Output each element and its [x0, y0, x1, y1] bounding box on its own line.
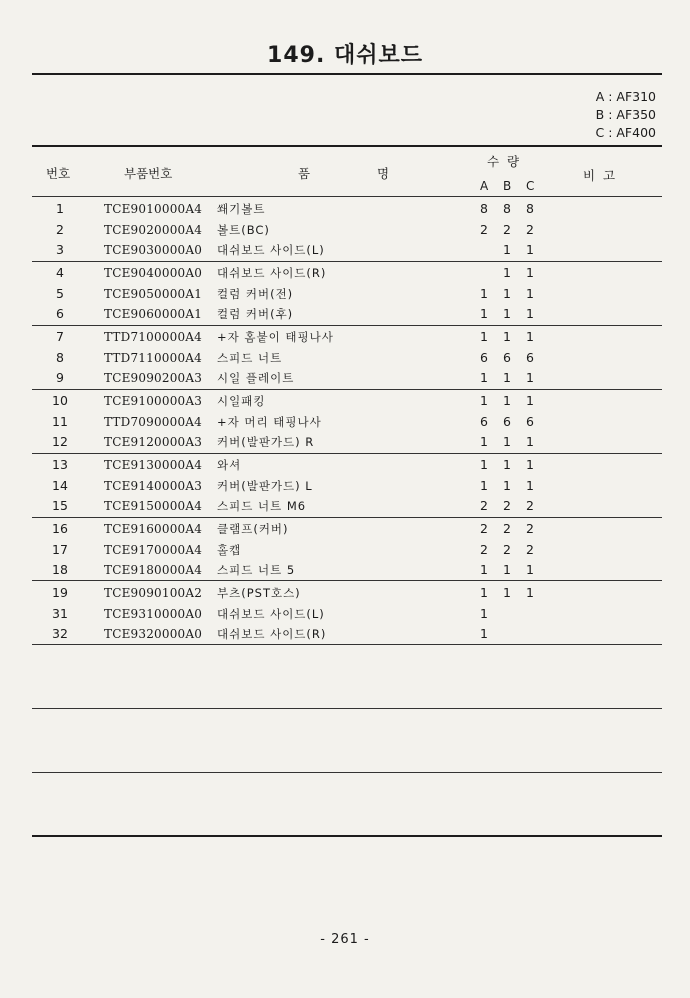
group-divider	[32, 708, 662, 709]
item-number: 15	[52, 498, 68, 513]
model-legend	[596, 88, 657, 142]
qty-c: 1	[526, 306, 534, 321]
table-row	[0, 199, 690, 219]
item-number: 12	[52, 434, 68, 449]
model-legend-a: A : AF310	[595, 89, 656, 104]
part-number: TCE9140000A3	[104, 478, 203, 493]
qty-c: 1	[526, 370, 534, 385]
qty-c: 1	[526, 434, 534, 449]
part-number: TCE9060000A1	[104, 307, 203, 321]
item-number: 16	[52, 521, 68, 536]
part-number: TCE9030000A0	[104, 243, 203, 257]
table-row	[0, 240, 690, 260]
table-row	[0, 455, 690, 475]
part-number: TCE9090200A3	[104, 371, 203, 385]
part-name: 시일패킹	[217, 394, 266, 408]
qty-a: 6	[480, 349, 488, 365]
qty-a: 1	[480, 626, 488, 641]
qty-a: 1	[480, 434, 488, 449]
qty-c: 1	[526, 457, 534, 472]
qty-b: 1	[503, 393, 511, 408]
table-row	[0, 412, 690, 432]
qty-a: 1	[480, 477, 488, 493]
header-qty-c: C	[526, 179, 535, 193]
model-legend-b: B : AF350	[595, 107, 656, 122]
qty-b: 1	[503, 285, 511, 301]
table-row	[0, 304, 690, 324]
part-name: 홀캡	[217, 542, 242, 557]
group-divider	[32, 517, 662, 518]
qty-a: 8	[480, 201, 488, 216]
part-name: 대쉬보드 사이드(L)	[217, 243, 325, 257]
item-number: 6	[56, 306, 64, 321]
part-name: +자 홈붙이 태핑나사	[217, 330, 334, 344]
qty-b: 1	[503, 265, 511, 280]
qty-a: 1	[480, 370, 488, 385]
table-row	[0, 560, 690, 580]
table-row	[0, 263, 690, 283]
qty-a: 1	[480, 329, 488, 344]
header-qty-a: A	[480, 179, 489, 193]
qty-a: 2	[480, 498, 488, 513]
part-number: TCE9100000A3	[104, 394, 203, 408]
qty-b: 2	[503, 541, 511, 557]
group-divider	[32, 453, 662, 454]
qty-c: 1	[526, 585, 534, 600]
part-name: 대쉬보드 사이드(R)	[217, 266, 327, 280]
part-number: TCE9160000A4	[104, 522, 203, 536]
table-row	[0, 327, 690, 347]
qty-a: 1	[480, 605, 488, 621]
qty-c: 2	[526, 541, 534, 557]
qty-a: 1	[480, 285, 488, 301]
part-name: 볼트(BC)	[217, 222, 270, 237]
group-divider	[32, 261, 662, 262]
table-bottom-rule	[32, 835, 662, 837]
qty-a: 6	[480, 413, 488, 429]
part-name: +자 머리 태핑나사	[217, 414, 322, 429]
part-number: TCE9020000A4	[104, 222, 203, 237]
item-number: 10	[52, 393, 68, 408]
item-number: 7	[56, 329, 64, 344]
part-number: TCE9310000A0	[104, 606, 203, 621]
part-name: 부츠(PST호스)	[217, 586, 301, 600]
qty-a: 1	[480, 585, 488, 600]
part-name: 와셔	[217, 458, 242, 472]
part-number: TCE9320000A0	[104, 627, 203, 641]
qty-c: 6	[526, 349, 534, 365]
part-name: 스피드 너트 5	[217, 563, 296, 577]
header-remarks: 비 고	[583, 168, 616, 183]
qty-c: 1	[526, 285, 534, 301]
qty-a: 1	[480, 306, 488, 321]
item-number: 4	[56, 265, 64, 280]
qty-b: 6	[503, 413, 511, 429]
table-row	[0, 391, 690, 411]
item-number: 14	[52, 477, 68, 493]
part-number: TTD7100000A4	[104, 330, 202, 344]
item-number: 1	[56, 201, 64, 216]
qty-b: 2	[503, 521, 511, 536]
part-number: TCE9090100A2	[104, 586, 203, 600]
table-row	[0, 368, 690, 388]
part-name: 스피드 너트	[217, 350, 283, 365]
part-number: TTD7090000A4	[104, 414, 202, 429]
group-divider	[32, 772, 662, 773]
table-row	[0, 220, 690, 240]
part-number: TCE9170000A4	[104, 542, 203, 557]
group-divider	[32, 580, 662, 581]
table-row	[0, 583, 690, 603]
qty-c: 2	[526, 498, 534, 513]
qty-b: 1	[503, 457, 511, 472]
item-number: 32	[52, 626, 68, 641]
part-name: 클램프(커버)	[217, 522, 289, 536]
part-number: TCE9040000A0	[104, 266, 203, 280]
part-number: TCE9180000A4	[104, 563, 203, 577]
qty-b: 1	[503, 477, 511, 493]
part-number: TCE9150000A4	[104, 499, 203, 513]
qty-c: 1	[526, 242, 534, 257]
group-divider	[32, 325, 662, 326]
part-number: TCE9130000A4	[104, 458, 203, 472]
part-name: 시일 플레이트	[217, 371, 295, 385]
qty-b: 2	[503, 221, 511, 237]
item-number: 18	[52, 562, 68, 577]
page-number: - 261 -	[320, 932, 370, 947]
title-rule	[32, 73, 662, 75]
table-top-rule	[32, 145, 662, 147]
table-row	[0, 496, 690, 516]
item-number: 3	[56, 242, 64, 257]
header-name-1: 품	[298, 166, 311, 181]
item-number: 5	[56, 285, 64, 301]
part-name: 대쉬보드 사이드(L)	[217, 606, 325, 621]
qty-c: 1	[526, 477, 534, 493]
qty-a: 2	[480, 221, 488, 237]
table-row	[0, 348, 690, 368]
qty-c: 1	[526, 329, 534, 344]
part-name: 대쉬보드 사이드(R)	[217, 627, 327, 641]
qty-c: 2	[526, 521, 534, 536]
part-number: TTD7110000A4	[104, 350, 202, 365]
part-name: 쐐기볼트	[217, 202, 266, 216]
qty-b: 1	[503, 370, 511, 385]
part-name: 커버(발판가드) L	[217, 478, 313, 493]
qty-b: 1	[503, 585, 511, 600]
group-divider	[32, 389, 662, 390]
item-number: 31	[52, 605, 68, 621]
qty-b: 6	[503, 349, 511, 365]
table-row	[0, 540, 690, 560]
header-name-2: 명	[377, 166, 390, 181]
qty-b: 1	[503, 562, 511, 577]
part-number: TCE9120000A3	[104, 435, 203, 449]
part-name: 컬럼 커버(후)	[217, 307, 294, 321]
part-name: 스피드 너트 M6	[217, 499, 307, 513]
item-number: 2	[56, 221, 64, 237]
item-number: 19	[52, 585, 68, 600]
qty-c: 1	[526, 562, 534, 577]
qty-b: 1	[503, 329, 511, 344]
page-title: 149. 대쉬보드	[267, 43, 423, 68]
qty-c: 8	[526, 201, 534, 216]
qty-c: 1	[526, 265, 534, 280]
part-name: 커버(발판가드) R	[217, 435, 315, 449]
group-divider	[32, 644, 662, 645]
qty-b: 8	[503, 201, 511, 216]
model-legend-c: C : AF400	[595, 125, 656, 140]
table-row	[0, 624, 690, 644]
item-number: 17	[52, 541, 68, 557]
part-number: TCE9050000A1	[104, 286, 203, 301]
qty-b: 2	[503, 498, 511, 513]
part-name: 컬럼 커버(전)	[217, 286, 294, 301]
qty-a: 1	[480, 457, 488, 472]
item-number: 13	[52, 457, 68, 472]
qty-c: 6	[526, 413, 534, 429]
header-qty-b: B	[503, 179, 512, 193]
qty-c: 2	[526, 221, 534, 237]
qty-a: 2	[480, 521, 488, 536]
item-number: 11	[52, 413, 68, 429]
table-row	[0, 519, 690, 539]
qty-b: 1	[503, 434, 511, 449]
table-row	[0, 476, 690, 496]
qty-a: 1	[480, 562, 488, 577]
item-number: 9	[56, 370, 64, 385]
part-number: TCE9010000A4	[104, 202, 203, 216]
header-qty: 수 량	[487, 154, 520, 169]
qty-c: 1	[526, 393, 534, 408]
header-part-no: 부품번호	[124, 166, 173, 181]
table-row	[0, 432, 690, 452]
header-rule	[32, 196, 662, 197]
qty-a: 1	[480, 393, 488, 408]
table-row	[0, 604, 690, 624]
table-row	[0, 284, 690, 304]
header-no: 번호	[46, 166, 71, 181]
item-number: 8	[56, 349, 64, 365]
qty-b: 1	[503, 306, 511, 321]
qty-a: 2	[480, 541, 488, 557]
qty-b: 1	[503, 242, 511, 257]
